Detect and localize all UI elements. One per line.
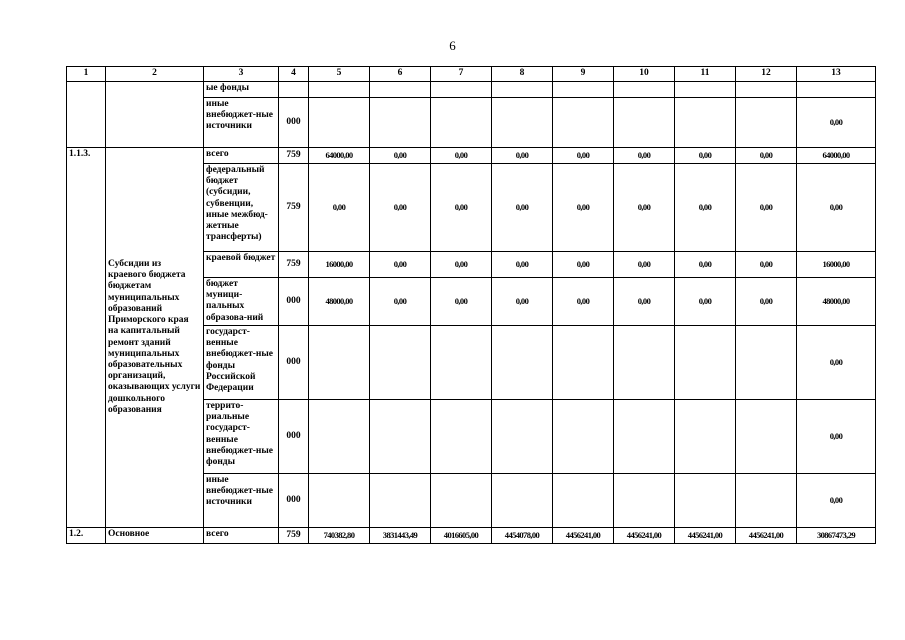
value-cell [309,400,370,474]
value-cell [370,98,431,148]
value-cell [309,326,370,400]
value-cell [736,400,797,474]
value-cell [675,474,736,528]
value-cell: 0,00 [370,164,431,252]
header-cell: 6 [370,67,431,82]
value-cell [370,400,431,474]
index-cell [67,82,106,148]
code-cell: 000 [279,474,309,528]
total-cell: 0,00 [797,326,876,400]
value-cell [553,82,614,98]
total-cell: 0,00 [797,98,876,148]
value-cell: 0,00 [675,252,736,278]
total-cell: 48000,00 [797,278,876,326]
value-cell [431,326,492,400]
item-index: 1.2. [67,528,106,544]
value-cell: 0,00 [736,164,797,252]
source-cell: террито-риальные государст-венные внебюджет-ные фонды [204,400,279,474]
value-cell: 0,00 [492,252,553,278]
value-cell [431,400,492,474]
value-cell [675,400,736,474]
value-cell [492,326,553,400]
table-row [67,82,876,98]
value-cell: 4454078,00 [492,528,553,544]
value-cell: 0,00 [614,278,675,326]
value-cell: 0,00 [492,278,553,326]
value-cell: 4456241,00 [736,528,797,544]
value-cell [675,98,736,148]
value-cell: 0,00 [370,252,431,278]
total-cell: 0,00 [797,474,876,528]
value-cell: 0,00 [431,164,492,252]
code-cell: 759 [279,148,309,164]
source-cell: иные внебюджет-ные источники [204,474,279,528]
value-cell: 0,00 [309,164,370,252]
header-cell: 4 [279,67,309,82]
item-name: Основное [106,528,204,544]
table-row [67,148,876,164]
header-cell: 5 [309,67,370,82]
value-cell [736,82,797,98]
header-cell: 10 [614,67,675,82]
total-cell: 30867473,29 [797,528,876,544]
value-cell [614,400,675,474]
code-cell: 759 [279,164,309,252]
value-cell: 0,00 [492,148,553,164]
total-cell: 0,00 [797,400,876,474]
value-cell [370,82,431,98]
value-cell: 0,00 [675,164,736,252]
value-cell: 0,00 [614,164,675,252]
page-number: 6 [449,38,456,53]
value-cell [736,326,797,400]
value-cell [553,326,614,400]
code-cell: 759 [279,528,309,544]
value-cell: 0,00 [736,148,797,164]
value-cell [492,98,553,148]
value-cell: 0,00 [431,148,492,164]
value-cell: 0,00 [431,252,492,278]
budget-table [66,66,876,544]
source-cell: ые фонды [204,82,279,98]
value-cell: 0,00 [553,148,614,164]
header-cell: 2 [106,67,204,82]
value-cell [736,474,797,528]
value-cell [736,98,797,148]
name-cell [106,82,204,148]
value-cell: 3831443,49 [370,528,431,544]
value-cell: 0,00 [736,252,797,278]
value-cell: 0,00 [614,148,675,164]
value-cell: 0,00 [614,252,675,278]
code-cell: 000 [279,278,309,326]
value-cell: 0,00 [370,148,431,164]
value-cell [431,98,492,148]
value-cell [675,82,736,98]
value-cell [492,82,553,98]
header-row [67,67,876,82]
total-cell: 64000,00 [797,148,876,164]
value-cell: 4456241,00 [553,528,614,544]
value-cell: 64000,00 [309,148,370,164]
value-cell [553,474,614,528]
total-cell [797,82,876,98]
source-cell: федеральный бюджет (субсидии, субвенции, иные межбюд-жетные трансферты) [204,164,279,252]
value-cell: 4456241,00 [614,528,675,544]
value-cell [614,474,675,528]
value-cell [309,98,370,148]
table-row [67,528,876,544]
value-cell: 740382,80 [309,528,370,544]
value-cell: 0,00 [492,164,553,252]
item-index: 1.1.3. [67,148,106,528]
header-cell: 12 [736,67,797,82]
value-cell: 4456241,00 [675,528,736,544]
value-cell [614,326,675,400]
value-cell [614,82,675,98]
source-cell: бюджет муници-пальных образова-ний [204,278,279,326]
value-cell: 0,00 [370,278,431,326]
value-cell [431,474,492,528]
header-cell: 13 [797,67,876,82]
header-cell: 11 [675,67,736,82]
value-cell [675,326,736,400]
code-cell: 000 [279,326,309,400]
code-cell: 759 [279,252,309,278]
code-cell: 000 [279,400,309,474]
value-cell [614,98,675,148]
source-cell: всего [204,528,279,544]
total-cell: 0,00 [797,164,876,252]
value-cell [492,474,553,528]
value-cell: 0,00 [553,252,614,278]
value-cell: 48000,00 [309,278,370,326]
value-cell [492,400,553,474]
value-cell: 0,00 [736,278,797,326]
header-cell: 7 [431,67,492,82]
header-cell: 1 [67,67,106,82]
value-cell: 0,00 [675,278,736,326]
value-cell: 0,00 [553,278,614,326]
code-cell [279,82,309,98]
item-name: Субсидии из краевого бюджета бюджетам муниципальных образований Приморского края на капитальный ремонт зданий муниципальных образовательных организаций, оказывающих услуги дошкольного образования [106,148,204,528]
header-cell: 3 [204,67,279,82]
value-cell: 0,00 [553,164,614,252]
source-cell: краевой бюджет [204,252,279,278]
value-cell [370,474,431,528]
value-cell [309,474,370,528]
value-cell [431,82,492,98]
header-cell: 8 [492,67,553,82]
source-cell: всего [204,148,279,164]
source-cell: иные внебюджет-ные источники [204,98,279,148]
value-cell [553,98,614,148]
value-cell: 0,00 [431,278,492,326]
value-cell: 16000,00 [309,252,370,278]
value-cell [309,82,370,98]
value-cell: 4016605,00 [431,528,492,544]
source-cell: государст-венные внебюджет-ные фонды Российской Федерации [204,326,279,400]
value-cell [370,326,431,400]
code-cell: 000 [279,98,309,148]
header-cell: 9 [553,67,614,82]
value-cell: 0,00 [675,148,736,164]
value-cell [553,400,614,474]
total-cell: 16000,00 [797,252,876,278]
